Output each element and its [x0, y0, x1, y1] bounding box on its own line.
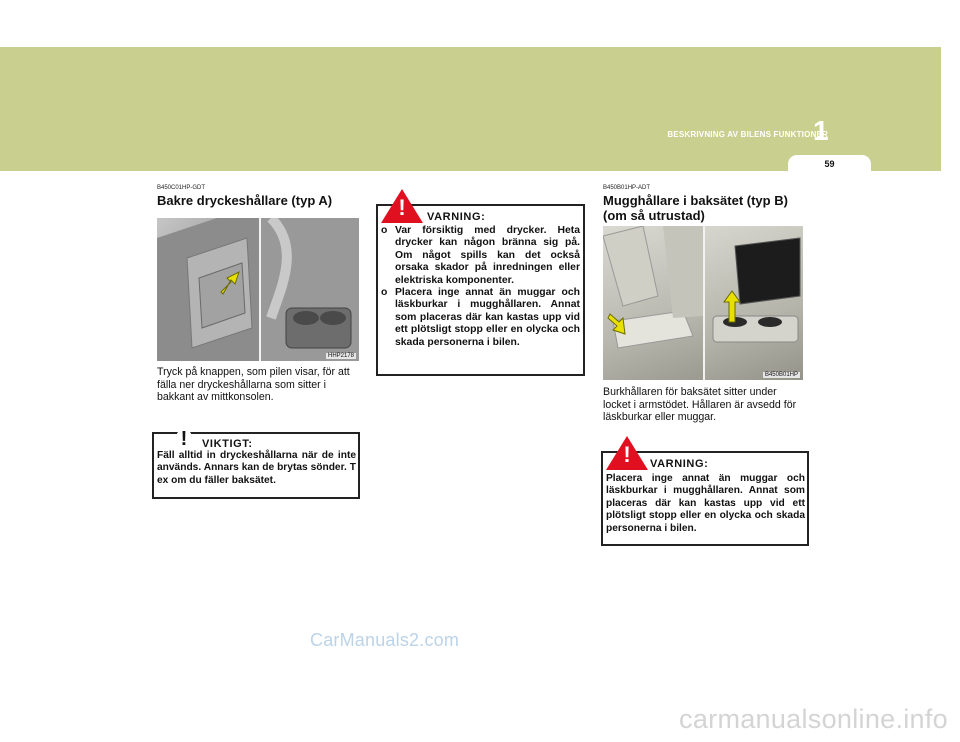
page-number: 59 — [824, 159, 835, 169]
chapter-number: 1 — [813, 115, 829, 146]
notice-text: Fäll alltid in dryckeshållarna när de inte används. Annars kan de brytas sönder. T ex om du fäller baksätet. — [157, 450, 356, 486]
page-tab — [788, 155, 871, 172]
photo-label: B450B01HP — [764, 372, 798, 378]
warning-text: Placera inge annat än muggar och läskburkar i mugghållaren. Annat som placeras där kan kastas upp vid ett plötsligt stopp eller en olycka och skada personerna i bilen. — [606, 473, 805, 534]
warning-item-text: Placera inge annat än muggar och läskburkar i mugghållaren. Annat som placeras där kan kastas upp vid ett plötsligt stopp eller en olycka och skada personerna i bilen. — [395, 287, 580, 348]
armrest-closed-illustration — [603, 226, 703, 380]
photo-armrest-closed — [603, 226, 703, 380]
exclamation-mark: ! — [623, 442, 631, 467]
photo-console-open — [261, 218, 359, 361]
arrow-icon — [723, 290, 741, 324]
warning-item-text: Var försiktig med drycker. Heta drycker kan någon bränna sig på. Om något spills kan det också orsaka skador på inredningen eller elektriska komponenter. — [395, 225, 580, 286]
cup-holder-photo-a — [157, 218, 359, 361]
section-code: B450B01HP-ADT — [603, 185, 651, 191]
bullet: o — [381, 225, 388, 236]
photo-console-closed — [157, 218, 259, 361]
warning-box — [376, 195, 585, 376]
photo-label: HHP2178 — [327, 353, 354, 359]
photo-armrest-open — [705, 226, 803, 380]
chapter-header-band — [0, 47, 941, 171]
console-open-illustration — [261, 218, 359, 361]
warning-item — [381, 287, 580, 349]
warning-title: VARNING: — [427, 211, 486, 223]
body-text: Tryck på knappen, som pilen visar, för att fälla ner dryckeshållarna som sitter i bakkant av mittkonsolen. — [157, 366, 350, 403]
notice-title: VIKTIGT: — [202, 438, 253, 450]
bullet: o — [381, 287, 388, 299]
chapter-title: BESKRIVNING AV BILENS FUNKTIONER — [667, 130, 828, 139]
warning-box — [601, 442, 809, 546]
footer-url[interactable]: carmanualsonline.info — [679, 704, 948, 734]
arrow-icon — [217, 270, 241, 296]
warning-title: VARNING: — [650, 458, 709, 470]
notice-box — [152, 428, 360, 499]
warning-item — [381, 225, 580, 287]
cup-holder-photo-b — [603, 226, 803, 380]
body-text: Burkhållaren för baksätet sitter under locket i armstödet. Hållaren är avsedd för läskburkar eller muggar. — [603, 386, 797, 423]
watermark-logo: CarManuals2.com — [310, 630, 460, 650]
armrest-open-illustration — [705, 226, 803, 380]
arrow-icon — [607, 312, 629, 340]
exclamation-mark: ! — [398, 195, 406, 220]
exclamation-mark: ! — [180, 428, 188, 450]
console-closed-illustration — [157, 218, 259, 361]
warning-list — [381, 225, 580, 349]
section-code: B450C01HP-GDT — [157, 185, 206, 191]
section-heading: Bakre dryckeshållare (typ A) — [157, 193, 333, 208]
section-heading: Mugghållare i baksätet (typ B) (om så utrustad) — [603, 193, 788, 223]
